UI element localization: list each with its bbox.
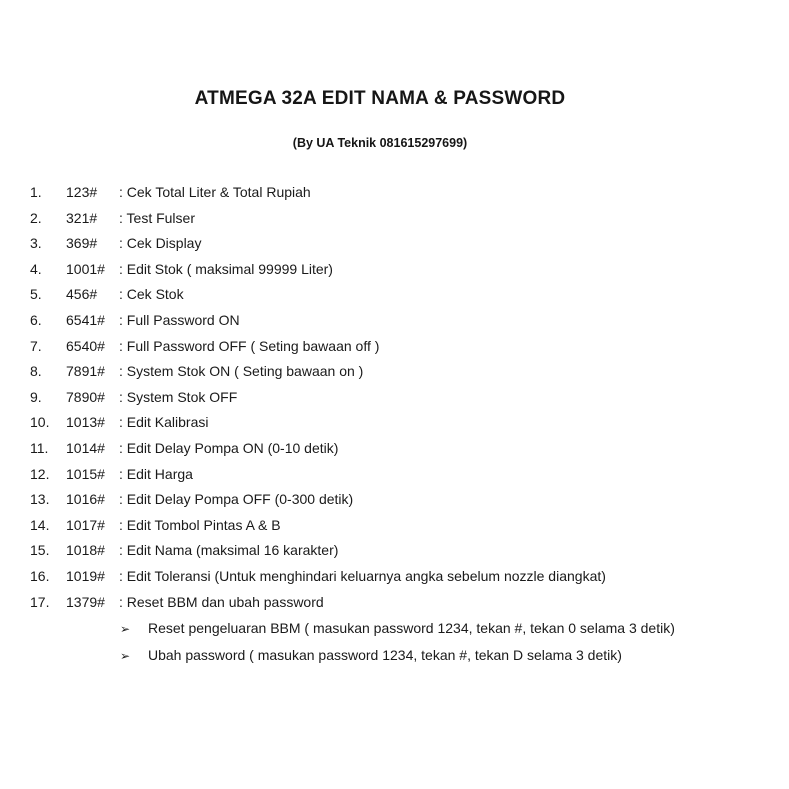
list-item bbox=[30, 308, 759, 334]
list-item bbox=[30, 487, 759, 513]
page-title: ATMEGA 32A EDIT NAMA & PASSWORD bbox=[194, 88, 566, 109]
item-code: 1013# bbox=[66, 414, 105, 431]
item-code: 1014# bbox=[66, 439, 105, 456]
item-description: : Full Password ON bbox=[119, 311, 240, 328]
item-number: 15. bbox=[30, 542, 50, 559]
list-item bbox=[30, 462, 759, 488]
item-description: : Reset BBM dan ubah password bbox=[119, 593, 324, 610]
list-item bbox=[30, 257, 759, 283]
item-number: 12. bbox=[30, 465, 50, 482]
sub-bullet bbox=[120, 616, 749, 643]
item-description: : Edit Toleransi (Untuk menghindari keluarnya angka sebelum nozzle diangkat) bbox=[119, 567, 606, 584]
item-description: : Edit Harga bbox=[119, 465, 193, 482]
arrow-bullet-icon: ➢ bbox=[120, 648, 131, 663]
item-code: 369# bbox=[66, 235, 98, 252]
item-description: : Cek Display bbox=[119, 235, 202, 252]
sub-bullet-text: Reset pengeluaran BBM ( masukan password 1234, tekan #, tekan 0 selama 3 detik) bbox=[148, 620, 675, 637]
item-description: : Edit Tombol Pintas A & B bbox=[119, 516, 281, 533]
list-item bbox=[30, 385, 759, 411]
command-list bbox=[0, 180, 789, 615]
item-code: 1019# bbox=[66, 567, 105, 584]
list-item bbox=[30, 231, 759, 257]
item-number: 8. bbox=[30, 363, 42, 380]
item-code: 1015# bbox=[66, 465, 105, 482]
item-code: 1018# bbox=[66, 542, 105, 559]
list-item bbox=[30, 436, 759, 462]
item-number: 11. bbox=[30, 439, 49, 456]
item-description: : Edit Delay Pompa OFF (0-300 detik) bbox=[119, 491, 354, 508]
list-item bbox=[30, 334, 759, 360]
item-number: 5. bbox=[30, 286, 42, 303]
item-description: : Edit Nama (maksimal 16 karakter) bbox=[119, 542, 339, 559]
item-code: 1379# bbox=[66, 593, 105, 610]
item-number: 7. bbox=[30, 337, 42, 354]
item-code: 1017# bbox=[66, 516, 105, 533]
item-number: 4. bbox=[30, 260, 42, 277]
item-description: : Cek Total Liter & Total Rupiah bbox=[119, 184, 311, 200]
item-code: 7890# bbox=[66, 388, 105, 405]
item-number: 16. bbox=[30, 567, 50, 584]
item-number: 13. bbox=[30, 491, 50, 508]
list-item bbox=[30, 538, 759, 564]
item-description: : System Stok ON ( Seting bawaan on ) bbox=[119, 363, 364, 380]
sub-bullet bbox=[120, 643, 749, 670]
list-item bbox=[30, 513, 759, 539]
item-code: 6540# bbox=[66, 337, 105, 354]
item-code: 123# bbox=[66, 184, 98, 200]
list-item bbox=[30, 359, 759, 385]
item-number: 6. bbox=[30, 311, 42, 328]
item-description: : System Stok OFF bbox=[119, 388, 238, 405]
list-item bbox=[30, 282, 759, 308]
item-code: 1016# bbox=[66, 491, 105, 508]
item-code: 6541# bbox=[66, 311, 105, 328]
item-number: 1. bbox=[30, 184, 42, 200]
item-number: 3. bbox=[30, 235, 42, 252]
item-number: 14. bbox=[30, 516, 50, 533]
item-code: 456# bbox=[66, 286, 98, 303]
item-code: 7891# bbox=[66, 363, 105, 380]
item-number: 2. bbox=[30, 209, 42, 226]
sub-bullet-text: Ubah password ( masukan password 1234, tekan #, tekan D selama 3 detik) bbox=[148, 646, 622, 663]
item-description: : Full Password OFF ( Seting bawaan off ) bbox=[119, 337, 380, 354]
item-description: : Edit Kalibrasi bbox=[119, 414, 209, 431]
item-number: 10. bbox=[30, 414, 50, 431]
item-description: : Test Fulser bbox=[119, 209, 195, 226]
item-description: : Edit Delay Pompa ON (0-10 detik) bbox=[119, 439, 339, 456]
list-item bbox=[30, 180, 759, 206]
item-code: 321# bbox=[66, 209, 98, 226]
item-number: 9. bbox=[30, 388, 42, 405]
list-item bbox=[30, 564, 759, 590]
item-description: : Edit Stok ( maksimal 99999 Liter) bbox=[119, 260, 333, 277]
page-subtitle: (By UA Teknik 081615297699) bbox=[292, 136, 468, 150]
arrow-bullet-icon: ➢ bbox=[120, 622, 131, 637]
list-item bbox=[30, 410, 759, 436]
sub-bullet-list bbox=[0, 616, 789, 669]
item-code: 1001# bbox=[66, 260, 105, 277]
list-item bbox=[30, 206, 759, 232]
list-item bbox=[30, 590, 759, 616]
item-number: 17. bbox=[30, 593, 50, 610]
item-description: : Cek Stok bbox=[119, 286, 184, 303]
